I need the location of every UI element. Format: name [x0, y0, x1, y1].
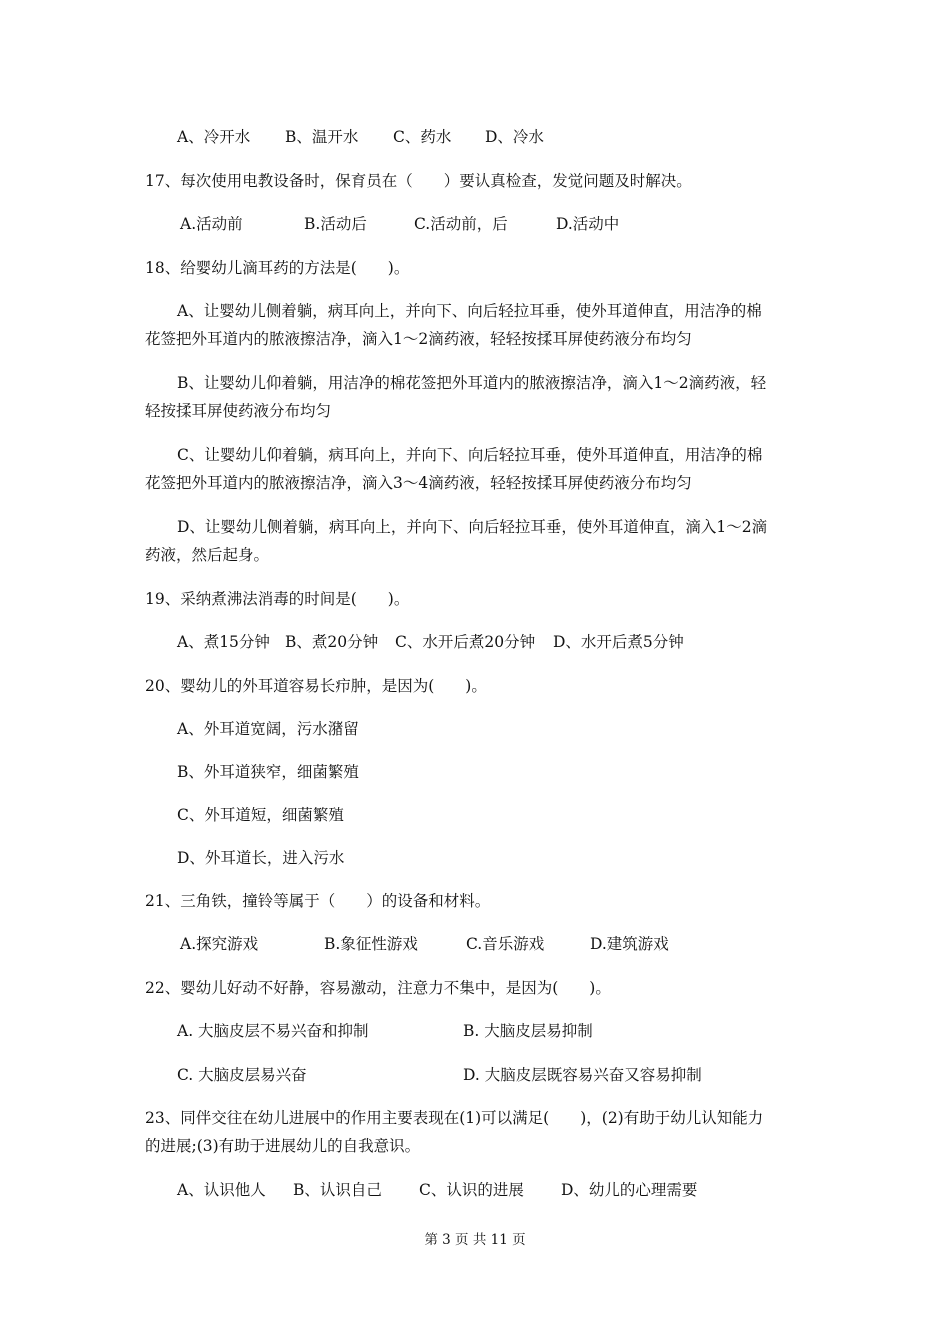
q23-stem-line2: 的进展;(3)有助于进展幼儿的自我意识。 [145, 1137, 421, 1155]
q23-option-a: A、认识他人 [177, 1181, 266, 1199]
q18-option-d-line1: D、让婴幼儿侧着躺，病耳向上，并向下、向后轻拉耳垂，使外耳道伸直，滴入1～2滴 [177, 518, 768, 536]
q17-option-b: B.活动后 [304, 215, 367, 233]
q19-option-b: B、煮20分钟 [285, 633, 379, 651]
q22-option-c: C. 大脑皮层易兴奋 [177, 1066, 307, 1084]
q17-option-a: A.活动前 [180, 215, 243, 233]
q17-stem: 17、每次使用电教设备时，保育员在（ ）要认真检查，发觉问题及时解决。 [145, 172, 692, 190]
q20-option-d: D、外耳道长，进入污水 [177, 849, 345, 867]
q23-option-b: B、认识自己 [293, 1181, 382, 1199]
q18-stem: 18、给婴幼儿滴耳药的方法是( )。 [145, 259, 410, 277]
q21-option-c: C.音乐游戏 [466, 935, 545, 953]
q18-option-b-line2: 轻按揉耳屏使药液分布均匀 [145, 402, 332, 420]
q22-option-b: B. 大脑皮层易抑制 [463, 1022, 593, 1040]
q16-option-d: D、冷水 [485, 128, 544, 146]
q18-option-d-line2: 药液，然后起身。 [145, 546, 270, 564]
q20-stem: 20、婴幼儿的外耳道容易长疖肿，是因为( )。 [145, 677, 487, 695]
q17-option-c: C.活动前，后 [414, 215, 508, 233]
q23-option-d: D、幼儿的心理需要 [561, 1181, 698, 1199]
q21-option-d: D.建筑游戏 [590, 935, 669, 953]
q20-option-a: A、外耳道宽阔，污水潴留 [177, 720, 359, 738]
q21-stem: 21、三角铁，撞铃等属于（ ）的设备和材料。 [145, 892, 491, 910]
q20-option-c: C、外耳道短，细菌繁殖 [177, 806, 344, 824]
q17-option-d: D.活动中 [556, 215, 620, 233]
q16-option-b: B、温开水 [285, 128, 359, 146]
q18-option-b-line1: B、让婴幼儿仰着躺，用洁净的棉花签把外耳道内的脓液擦洁净，滴入1～2滴药液，轻 [177, 374, 767, 392]
q22-stem: 22、婴幼儿好动不好静，容易激动，注意力不集中，是因为( )。 [145, 979, 611, 997]
q19-option-d: D、水开后煮5分钟 [553, 633, 684, 651]
q19-stem: 19、采纳煮沸法消毒的时间是( )。 [145, 590, 410, 608]
q18-option-c-line1: C、让婴幼儿仰着躺，病耳向上，并向下、向后轻拉耳垂，使外耳道伸直，用洁净的棉 [177, 446, 763, 464]
q23-option-c: C、认识的进展 [419, 1181, 524, 1199]
q16-option-a: A、冷开水 [177, 128, 251, 146]
q19-option-a: A、煮15分钟 [177, 633, 270, 651]
page-footer: 第 3 页 共 11 页 [424, 1232, 526, 1248]
q22-option-d: D. 大脑皮层既容易兴奋又容易抑制 [463, 1066, 702, 1084]
q19-option-c: C、水开后煮20分钟 [395, 633, 536, 651]
q21-option-a: A.探究游戏 [180, 935, 259, 953]
q22-option-a: A. 大脑皮层不易兴奋和抑制 [177, 1022, 369, 1040]
q16-option-c: C、药水 [393, 128, 452, 146]
q23-stem-line1: 23、同伴交往在幼儿进展中的作用主要表现在(1)可以满足( )，(2)有助于幼儿认知能力 [145, 1109, 764, 1127]
q18-option-a-line2: 花签把外耳道内的脓液擦洁净，滴入1～2滴药液，轻轻按揉耳屏使药液分布均匀 [145, 330, 692, 348]
q21-option-b: B.象征性游戏 [324, 935, 418, 953]
q20-option-b: B、外耳道狭窄，细菌繁殖 [177, 763, 359, 781]
q18-option-c-line2: 花签把外耳道内的脓液擦洁净，滴入3～4滴药液，轻轻按揉耳屏使药液分布均匀 [145, 474, 692, 492]
q18-option-a-line1: A、让婴幼儿侧着躺，病耳向上，并向下、向后轻拉耳垂，使外耳道伸直，用洁净的棉 [177, 302, 762, 320]
